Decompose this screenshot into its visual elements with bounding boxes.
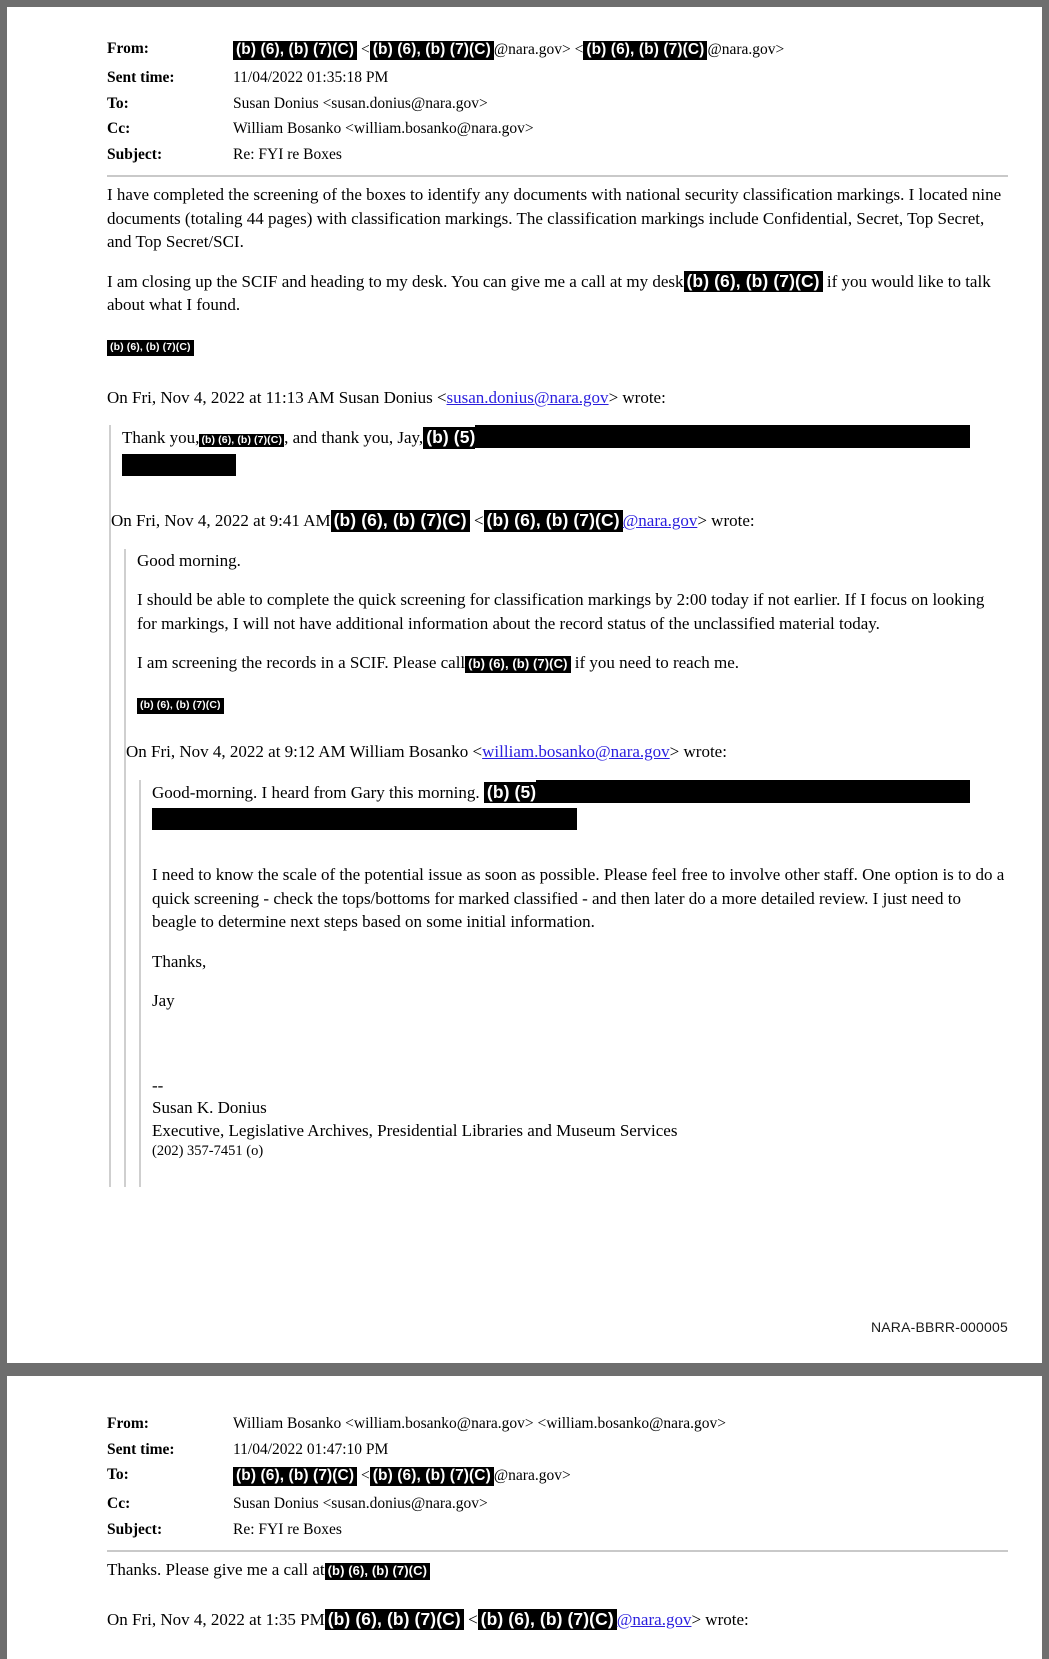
quote-attribution-912am-post: > wrote:	[669, 742, 727, 762]
quote3-paragraph-2: I need to know the scale of the potential issue as soon as possible. Please feel free to involve other staff. One option is to do a quick screening - check the tops/bottoms for marked classified - and then later do a more detailed review. I just need to beagle to determine next steps based on some initial information.	[152, 865, 1005, 932]
quote3-bottom-spacer	[152, 1013, 1008, 1075]
header-label-subject: Subject:	[107, 145, 163, 163]
header-label-to: To:	[107, 94, 129, 112]
redaction-quote1-b5-fill	[475, 425, 970, 448]
quote-attribution-941am-pre: On Fri, Nov 4, 2022 at 9:41 AM	[111, 511, 331, 531]
body-paragraph-2-text-a: I am closing up the SCIF and heading to my desk. You can give me a call at my desk	[107, 271, 684, 291]
quote2-paragraph-1: Good morning.	[137, 550, 241, 570]
quote-attribution-912am	[126, 740, 1008, 763]
from-domain-2: @nara.gov>	[707, 41, 785, 58]
header-label-sent-time: Sent time:	[107, 69, 175, 87]
header-row-subject	[107, 143, 1008, 169]
quote3-line-a	[152, 780, 1008, 804]
redaction-from-address-1: (b) (6), (b) (7)(C)	[370, 41, 494, 60]
quote-attribution-941am	[111, 509, 1008, 532]
signature-name: Susan K. Donius	[152, 1098, 267, 1118]
redaction-desk-phone: (b) (6), (b) (7)(C)	[684, 271, 823, 292]
quote-block-level-1	[109, 425, 1008, 1187]
header2-label-sent-time: Sent time:	[107, 1440, 175, 1458]
quote-attribution-135pm-pre: On Fri, Nov 4, 2022 at 1:35 PM	[107, 1609, 325, 1629]
quote1-redaction-bar	[122, 454, 1008, 477]
quote-attribution-941am-sep: <	[473, 511, 484, 531]
header-value-sent-time: 11/04/2022 01:35:18 PM	[233, 69, 389, 87]
quote-attribution-941am-post: > wrote:	[697, 511, 755, 531]
signature-title: Executive, Legislative Archives, Presidential Libraries and Museum Services	[152, 1120, 678, 1140]
header2-value-sent-time: 11/04/2022 01:47:10 PM	[233, 1440, 389, 1458]
quote2-paragraph-3	[137, 651, 1008, 674]
email-link-william-bosanko[interactable]: william.bosanko@nara.gov	[482, 742, 670, 762]
redaction-135pm-name: (b) (6), (b) (7)(C)	[325, 1609, 464, 1630]
email-body-1	[107, 183, 1008, 1187]
quote-block-level-3	[139, 780, 1008, 1188]
header-divider-1	[107, 175, 1008, 177]
email-link-135pm-domain[interactable]: @nara.gov	[616, 1609, 692, 1629]
body2-paragraph-1	[107, 1558, 1008, 1581]
header2-label-to: To:	[107, 1466, 129, 1483]
quote2-signature-redaction	[137, 691, 1008, 714]
redaction-body2-phone: (b) (6), (b) (7)(C)	[325, 1563, 430, 1580]
quote-block-level-2	[124, 549, 1008, 1187]
page-footer-bates-number-1: NARA-BBRR-000005	[870, 1319, 1008, 1335]
header2-value-subject: Re: FYI re Boxes	[233, 1520, 342, 1538]
quote3-redaction-bar	[152, 808, 1008, 831]
header2-value-from: William Bosanko <william.bosanko@nara.gov> <william.bosanko@nara.gov>	[233, 1415, 726, 1432]
header-row-from	[107, 37, 1008, 66]
redaction-quote3-b5: (b) (5)	[484, 782, 536, 803]
header-label-cc: Cc:	[107, 120, 131, 138]
quote1-line-a	[122, 425, 1008, 449]
body-paragraph-2-text-b: if you would like to talk about what I found.	[107, 271, 991, 315]
body2-paragraph-1-text: Thanks. Please give me a call at	[107, 1560, 325, 1580]
redaction-to-address-2: (b) (6), (b) (7)(C)	[370, 1467, 494, 1486]
quote1-thankyou-text: Thank you,	[122, 428, 200, 448]
quote-attribution-135pm-post: > wrote:	[691, 1609, 749, 1629]
header-value-cc: William Bosanko <william.bosanko@nara.gov>	[233, 120, 534, 138]
header2-value-to	[233, 1463, 1008, 1492]
redaction-quote2-signature: (b) (6), (b) (7)(C)	[137, 698, 224, 714]
from-angle-open-1: <	[361, 41, 370, 58]
quote-attribution-135pm-sep: <	[468, 1609, 478, 1629]
quote3-signer: Jay	[152, 991, 175, 1011]
document-page-2	[0, 1376, 1049, 1659]
redaction-941am-address: (b) (6), (b) (7)(C)	[484, 510, 623, 531]
quote-attribution-912am-pre: On Fri, Nov 4, 2022 at 9:12 AM William Bosanko <	[126, 742, 483, 762]
quote-attribution-1113am-pre: On Fri, Nov 4, 2022 at 11:13 AM Susan Donius <	[107, 387, 447, 407]
redaction-135pm-address: (b) (6), (b) (7)(C)	[478, 1609, 617, 1630]
email-signature-block	[152, 1075, 1008, 1161]
header2-label-cc: Cc:	[107, 1495, 131, 1513]
redaction-quote1-second-line	[122, 454, 236, 476]
signature-dashes: --	[152, 1075, 164, 1095]
email-link-susan-donius[interactable]: susan.donius@nara.gov	[446, 387, 609, 407]
quote3-closing: Thanks,	[152, 951, 207, 971]
email-body-2	[107, 1558, 1008, 1631]
header-divider-2	[107, 1550, 1008, 1552]
redaction-to-name-2: (b) (6), (b) (7)(C)	[233, 1467, 357, 1486]
header-row-sent-time	[107, 66, 1008, 92]
header2-label-subject: Subject:	[107, 1520, 163, 1538]
email-link-941am-domain[interactable]: @nara.gov	[622, 511, 698, 531]
redaction-quote1-b5: (b) (5)	[423, 427, 475, 448]
quote-attribution-1113am-post: > wrote:	[608, 387, 666, 407]
from-angle-open-2: <	[574, 41, 584, 58]
to-domain-2: @nara.gov>	[493, 1467, 571, 1484]
redaction-sender-signature: (b) (6), (b) (7)(C)	[107, 340, 194, 356]
body-paragraph-2	[107, 270, 1008, 317]
header-row-cc	[107, 117, 1008, 143]
redaction-941am-name: (b) (6), (b) (7)(C)	[331, 510, 470, 531]
quote3-greeting-text: Good-morning. I heard from Gary this morning.	[152, 782, 480, 802]
quote2-paragraph-2: I should be able to complete the quick screening for classification markings by 2:00 today if not earlier. If I focus on looking for markings, I will not have additional information about the record status of the unclassified material today.	[137, 590, 985, 633]
header-value-subject: Re: FYI re Boxes	[233, 145, 342, 163]
quote1-thankyou-text-b: , and thank you, Jay,	[284, 428, 424, 448]
redaction-quote1-recipient: (b) (6), (b) (7)(C)	[201, 434, 283, 447]
header2-label-from: From:	[107, 1415, 149, 1432]
body-signature-redaction-line	[107, 333, 1008, 356]
redaction-from-address-2: (b) (6), (b) (7)(C)	[583, 41, 707, 60]
header2-row-sent-time	[107, 1438, 1008, 1464]
body-paragraph-1: I have completed the screening of the boxes to identify any documents with national security classification markings. I located nine documents (totaling 44 pages) with classification markings. The classification markings include Confidential, Secret, Top Secret, and Top Secret/SCI.	[107, 185, 1002, 252]
quote1-spacer	[122, 493, 1008, 509]
header2-row-cc	[107, 1492, 1008, 1518]
quote-attribution-135pm	[107, 1608, 1008, 1631]
header-row-to	[107, 92, 1008, 118]
redaction-quote3-second-line	[152, 808, 577, 830]
from-domain-1: @nara.gov>	[493, 41, 571, 58]
header2-row-to	[107, 1463, 1008, 1492]
email-header-table-2	[107, 1412, 1008, 1543]
quote-attribution-1113am	[107, 386, 1008, 409]
redaction-quote2-phone: (b) (6), (b) (7)(C)	[465, 656, 570, 673]
redaction-from-name: (b) (6), (b) (7)(C)	[233, 41, 357, 60]
to-angle-open-2: <	[361, 1467, 370, 1484]
quote2-paragraph-3-text-a: I am screening the records in a SCIF. Please call	[137, 653, 466, 673]
redaction-quote3-b5-fill	[536, 780, 970, 803]
quote3-spacer	[152, 847, 1008, 863]
header2-row-subject	[107, 1518, 1008, 1544]
header2-value-cc: Susan Donius <susan.donius@nara.gov>	[233, 1495, 488, 1513]
email-header-table-1	[107, 37, 1008, 168]
header-value-from	[233, 37, 1008, 66]
header-value-to: Susan Donius <susan.donius@nara.gov>	[233, 94, 488, 112]
header2-row-from	[107, 1412, 1008, 1438]
quote2-paragraph-3-text-b: if you need to reach me.	[574, 653, 740, 673]
page-separator	[0, 1363, 1049, 1376]
header-label-from: From:	[107, 40, 149, 57]
signature-phone: (202) 357-7451 (o)	[152, 1143, 264, 1159]
